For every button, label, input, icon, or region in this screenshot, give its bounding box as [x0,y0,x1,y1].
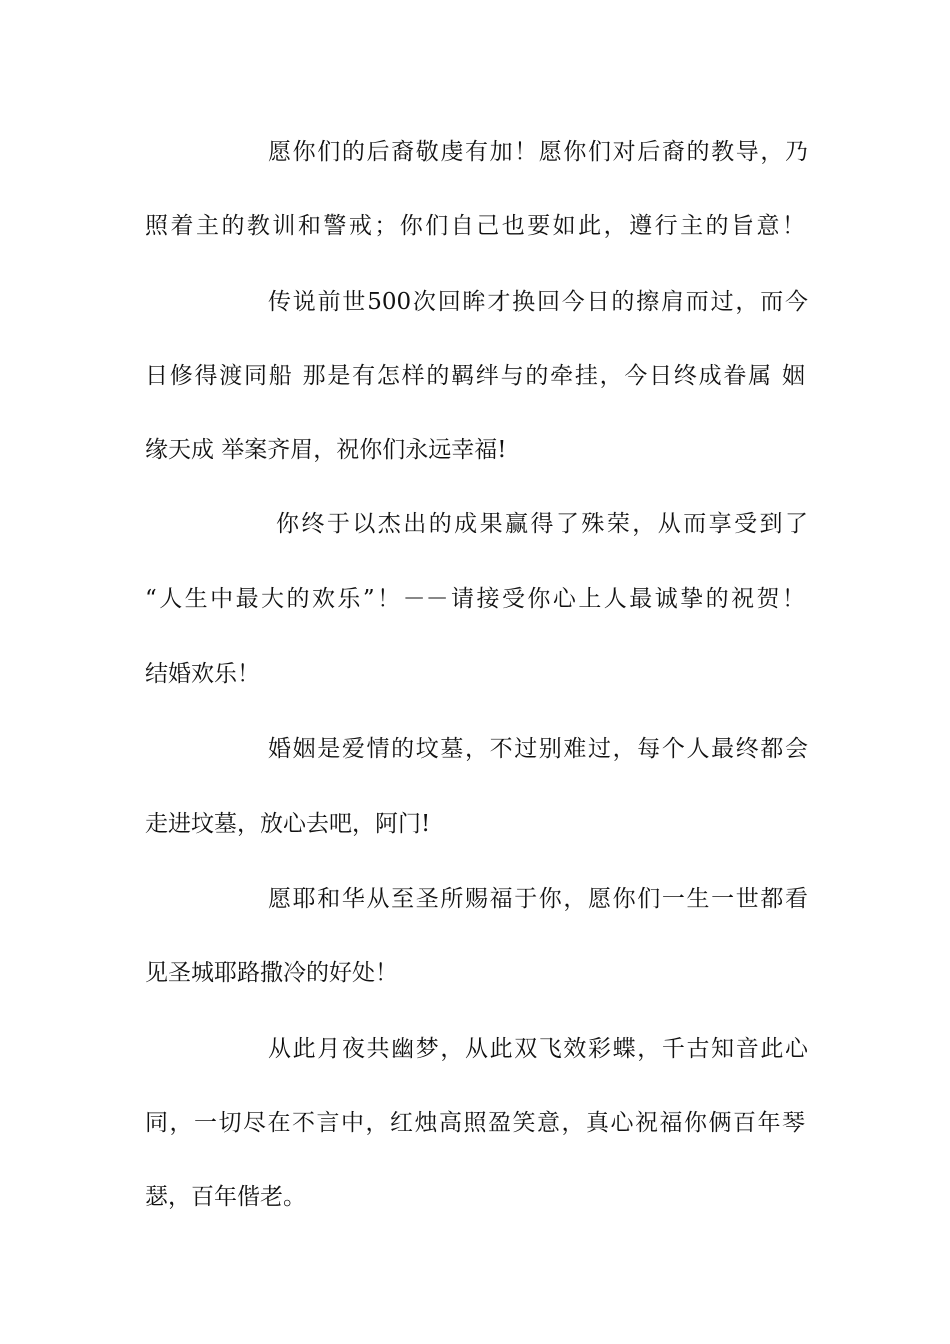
paragraph-3-line-2: “人生中最大的欢乐”！－－请接受你心上人最诚挚的祝贺！ [145,586,805,612]
paragraph-5-line-1: 愿耶和华从至圣所赐福于你，愿你们一生一世都看 [268,886,808,912]
paragraph-4-line-1: 婚姻是爱情的坟墓，不过别难过，每个人最终都会 [268,736,808,762]
paragraph-1-line-1: 愿你们的后裔敬虔有加！愿你们对后裔的教导，乃 [268,139,808,165]
paragraph-6-line-1: 从此月夜共幽梦，从此双飞效彩蝶，千古知音此心 [268,1036,808,1062]
paragraph-5-line-2: 见圣城耶路撒冷的好处！ [145,960,398,986]
paragraph-2-line-1: 传说前世500次回眸才换回今日的擦肩而过，而今 [268,289,808,315]
paragraph-3-line-3: 结婚欢乐！ [145,661,260,687]
paragraph-4-line-2: 走进坟墓，放心去吧，阿门! [145,811,431,837]
paragraph-2-line-2: 日修得渡同船 那是有怎样的羁绊与的牵挂，今日终成眷属 姻 [145,363,805,389]
paragraph-1-line-2: 照着主的教训和警戒；你们自己也要如此，遵行主的旨意！ [145,213,805,239]
paragraph-6-line-3: 瑟，百年偕老。 [145,1184,306,1210]
paragraph-3-line-1: 你终于以杰出的成果赢得了殊荣，从而享受到了 [276,511,808,537]
paragraph-6-line-2: 同，一切尽在不言中，红烛高照盈笑意，真心祝福你俩百年琴 [145,1110,805,1136]
paragraph-2-line-3: 缘天成 举案齐眉，祝你们永远幸福! [145,437,507,463]
